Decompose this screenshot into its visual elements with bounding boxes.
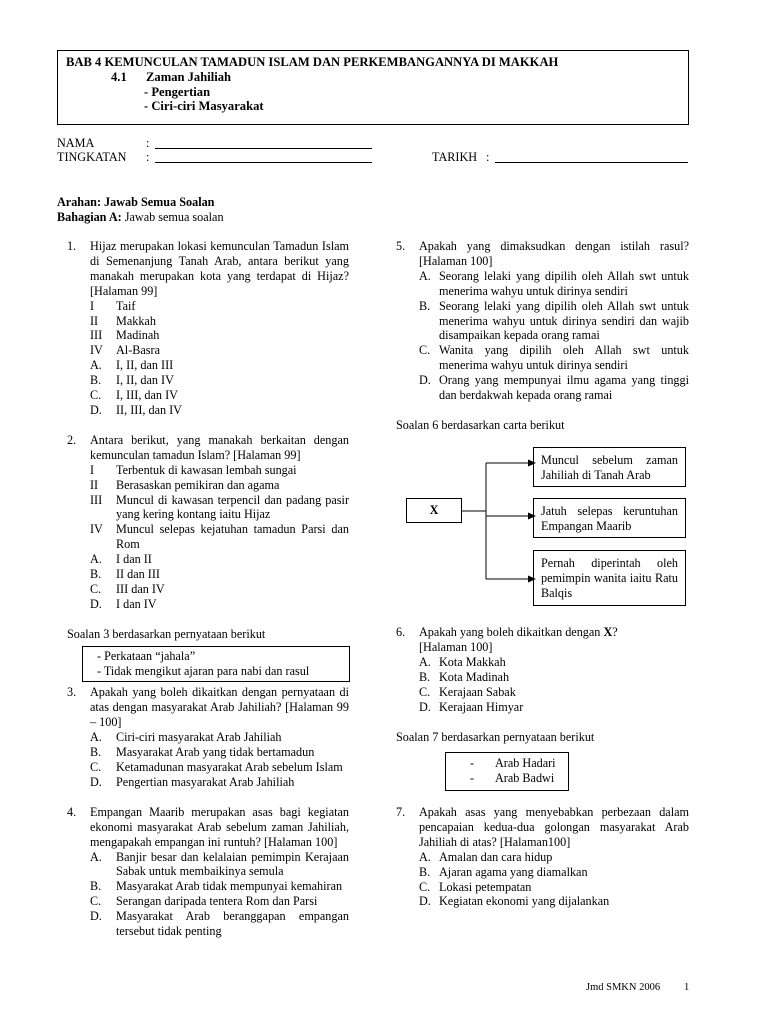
answer-option-label: B. [419, 298, 431, 313]
answer-option [419, 685, 689, 700]
footer-school: Jmd SMKN 2006 [586, 982, 661, 993]
roman-item-label: III [90, 492, 103, 507]
answer-option-label: B. [419, 864, 431, 879]
answer-option-label: B. [419, 669, 431, 684]
q7-statement-1: Arab Hadari [495, 756, 556, 770]
q6-block [386, 625, 689, 714]
answer-option-label: A. [419, 268, 431, 283]
question-number: 4. [67, 804, 77, 819]
answer-option-text: I, II, dan IV [116, 373, 174, 388]
chart-box-3-text: Pernah diperintah oleh pemimpin wanita iaitu Ratu Balqis [541, 556, 678, 600]
question-text: Antara berikut, yang manakah berkaitan dengan kemunculan tamadun Islam? [Halaman 99] [90, 432, 349, 462]
q6-text-post: ? [612, 625, 618, 639]
roman-item-text: Berasaskan pemikiran dan agama [116, 477, 280, 492]
nama-label: NAMA [57, 136, 95, 150]
roman-item-label: IV [90, 522, 103, 537]
answer-option-label: C. [90, 388, 102, 403]
tingkatan-colon: : [146, 150, 150, 164]
question-ref: [Halaman 100] [419, 639, 493, 654]
section-title: Zaman Jahiliah [146, 70, 232, 84]
question-7 [386, 805, 689, 909]
roman-item-text: Muncul selepas kejatuhan tamadun Parsi dan Rom [116, 522, 349, 552]
question-number: 5. [396, 239, 406, 253]
answer-option-text: Serangan daripada tentera Rom dan Parsi [116, 894, 318, 909]
answer-option-label: A. [90, 552, 102, 567]
answer-option-label: D. [90, 774, 102, 789]
answer-option-text: III dan IV [116, 581, 165, 596]
q7-block [386, 805, 689, 909]
roman-item-label: I [90, 298, 95, 313]
question-number: 6. [396, 625, 406, 639]
answer-option-text: Masyarakat Arab yang tidak bertamadun [116, 745, 315, 760]
roman-item-label: IV [90, 343, 103, 358]
roman-item-text: Taif [116, 298, 136, 313]
answer-option-label: C. [419, 343, 431, 358]
answer-option-text: Masyarakat Arab beranggapan empangan tersebut tidak penting [116, 909, 349, 939]
answer-option [419, 894, 689, 909]
answer-option [419, 670, 689, 685]
answer-option-text: Seorang lelaki yang dipilih oleh Allah swt untuk menerima wahyu untuk dirinya sendiri [439, 268, 689, 298]
answer-option [419, 700, 689, 715]
roman-item-label: I [90, 462, 95, 477]
question-text: Apakah yang dimaksudkan dengan istilah rasul? [Halaman 100] [419, 239, 689, 268]
answer-option-text: II, III, dan IV [116, 402, 182, 417]
question-text: Hijaz merupakan lokasi kemunculan Tamadun Islam di Semenanjung Tanah Arab, antara berikut yang manakah merupakan kota yang terdapat di Hijaz? [Halaman 99] [90, 239, 349, 298]
answer-option-label: D. [90, 402, 102, 417]
answer-option-text: I, II, dan III [116, 358, 174, 373]
answer-option-text: Amalan dan cara hidup [439, 849, 553, 864]
answer-option-text: Kerajaan Sabak [439, 684, 516, 699]
answer-option [419, 865, 689, 880]
question-text: Apakah yang boleh dikaitkan dengan pernyataan di atas dengan masyarakat Arab Jahiliah? [Halaman 99 – 100] [90, 685, 349, 730]
answer-option-label: B. [90, 373, 102, 388]
answer-option-label: A. [90, 730, 102, 745]
chart-box-1 [533, 447, 686, 487]
q7-dash-1: - [470, 756, 475, 770]
answer-option-label: B. [90, 567, 102, 582]
q3-intro: Soalan 3 berdasarkan pernyataan berikut [67, 626, 266, 641]
answer-option-label: D. [419, 699, 431, 714]
answer-option-text: Kota Madinah [439, 669, 510, 684]
roman-item-text: Al-Basra [116, 343, 160, 358]
answer-option-label: A. [90, 849, 102, 864]
q7-intro: Soalan 7 berdasarkan pernyataan berikut [396, 730, 595, 744]
roman-item-text: Muncul di kawasan terpencil dan padang pasir yang kering kontang iaitu Hijaz [116, 492, 349, 522]
chart-box-1-text: Muncul sebelum zaman Jahiliah di Tanah Arab [541, 453, 678, 482]
answer-option-text: I dan IV [116, 596, 157, 611]
answer-option-label: A. [90, 358, 102, 373]
answer-option-label: C. [419, 879, 431, 894]
answer-option-label: C. [90, 760, 102, 774]
q7-statement-2: Arab Badwi [495, 771, 555, 785]
answer-option-text: Pengertian masyarakat Arab Jahiliah [116, 774, 295, 789]
question-text: Apakah asas yang menyebabkan perbezaan dalam pencapaian kedua-dua golongan masyarakat Arab Jahiliah di atas? [Halaman100] [419, 805, 689, 849]
q6-intro: Soalan 6 berdasarkan carta berikut [396, 418, 565, 432]
answer-option-text: Lokasi petempatan [439, 879, 532, 894]
q3-statement-1: - Perkataan “jahala” [97, 648, 196, 663]
footer-page-number: 1 [684, 982, 690, 993]
instructions-title: Arahan: Jawab Semua Soalan [57, 195, 215, 209]
answer-option-label: C. [419, 684, 431, 699]
section-a-label: Bahagian A: [57, 210, 122, 224]
roman-item-label: II [90, 313, 99, 328]
answer-option-label: D. [90, 596, 102, 611]
q7-dash-2: - [470, 771, 475, 785]
chart-box-2 [533, 498, 686, 538]
q6-text-pre: Apakah yang boleh dikaitkan dengan [419, 625, 604, 639]
roman-item-text: Terbentuk di kawasan lembah sungai [116, 462, 297, 477]
subtopic-1: - Pengertian [144, 85, 211, 99]
answer-option [419, 655, 689, 670]
question-number: 7. [396, 805, 406, 819]
answer-option-text: II dan III [116, 567, 160, 582]
roman-item-text: Madinah [116, 328, 160, 343]
answer-option-text: Orang yang mempunyai ilmu agama yang tinggi dan berdakwah kepada orang ramai [439, 373, 689, 403]
chart-x-box [406, 498, 462, 523]
chart-box-2-text: Jatuh selepas keruntuhan Empangan Maarib [541, 504, 678, 533]
answer-option-label: D. [419, 894, 431, 909]
chart-box-3 [533, 550, 686, 606]
answer-option-text: Kota Makkah [439, 654, 506, 669]
tarikh-colon: : [486, 150, 490, 164]
q3-statement-2: - Tidak mengikut ajaran para nabi dan rasul [97, 663, 310, 678]
answer-option-label: C. [90, 894, 102, 909]
roman-item-text: Makkah [116, 313, 156, 328]
roman-item-label: III [90, 328, 103, 343]
answer-option-text: Ajaran agama yang diamalkan [439, 864, 588, 879]
answer-option-text: Kerajaan Himyar [439, 699, 524, 714]
question-text: Empangan Maarib merupakan asas bagi kegiatan ekonomi masyarakat Arab sebelum zaman Jahiliah, mengapakah empangan ini runtuh? [Halaman 100] [90, 804, 349, 849]
answer-option-label: A. [419, 849, 431, 864]
q6-text-x: X [603, 625, 613, 639]
answer-option-label: C. [90, 581, 102, 596]
answer-option-label: B. [90, 879, 102, 894]
tingkatan-label: TINGKATAN [57, 150, 127, 164]
answer-option-text: Masyarakat Arab tidak mempunyai kemahiran [116, 879, 343, 894]
question-number: 3. [67, 685, 77, 700]
answer-option-text: Wanita yang dipilih oleh Allah swt untuk menerima wahyu untuk dirinya sendiri [439, 343, 689, 373]
answer-option-label: A. [419, 654, 431, 669]
chapter-title: BAB 4 KEMUNCULAN TAMADUN ISLAM DAN PERKEMBANGANNYA DI MAKKAH [66, 55, 559, 69]
nama-colon: : [146, 136, 150, 150]
tarikh-label: TARIKH [432, 150, 478, 164]
question-number: 1. [67, 239, 77, 253]
answer-options [419, 850, 689, 910]
subtopic-2: - Ciri-ciri Masyarakat [144, 99, 264, 113]
answer-option-text: I dan II [116, 552, 152, 567]
answer-option-label: B. [90, 745, 102, 760]
answer-option-text: Banjir besar dan kelalaian pemimpin Kerajaan Sabak untuk membaikinya semula [116, 849, 349, 879]
answer-option-text: I, III, dan IV [116, 388, 178, 403]
question-text [419, 625, 689, 640]
question-6 [386, 625, 689, 714]
chart-x-label: X [429, 503, 439, 517]
answer-option-text: Ciri-ciri masyarakat Arab Jahiliah [116, 730, 282, 745]
answer-options [419, 655, 689, 715]
answer-option-text: Kegiatan ekonomi yang dijalankan [439, 894, 610, 909]
answer-option-label: D. [419, 373, 431, 388]
roman-item-label: II [90, 477, 99, 492]
section-a-text: Jawab semua soalan [121, 210, 224, 224]
answer-option [419, 850, 689, 865]
question-number: 2. [67, 432, 77, 447]
answer-option-text: Seorang lelaki yang dipilih oleh Allah swt untuk menerima wahyu untuk dirinya sendiri dan wajib disampaikan kepada orang ramai [439, 298, 689, 343]
answer-option-text: Ketamadunan masyarakat Arab sebelum Islam [116, 760, 343, 774]
section-number: 4.1 [111, 70, 127, 84]
answer-option-label: D. [90, 909, 102, 924]
answer-option [419, 880, 689, 895]
